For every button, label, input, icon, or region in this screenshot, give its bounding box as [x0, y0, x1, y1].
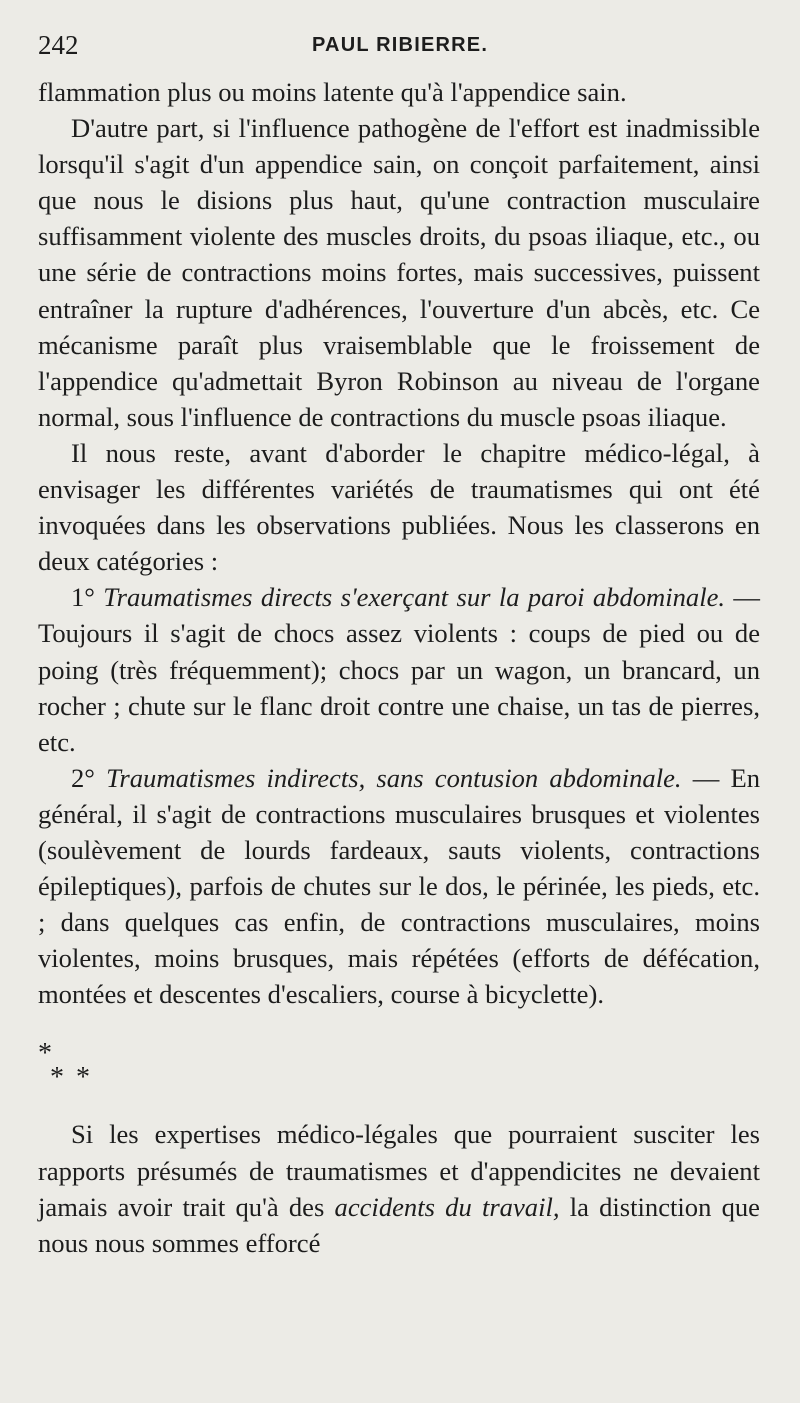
body-text — [38, 74, 760, 1261]
paragraph: Il nous reste, avant d'aborder le chapitre médico-légal, à envisager les différentes variétés de traumatismes qui ont été invoquées dans les observations publiées. Nous les classerons en deux catégories : — [38, 437, 760, 577]
running-head: PAUL RIBIERRE. — [312, 34, 489, 56]
section-separator — [38, 1038, 760, 1094]
italic-phrase: accidents du travail, — [334, 1191, 560, 1222]
asterism-top: * — [38, 1038, 52, 1070]
paragraph: D'autre part, si l'influence pathogène de l'effort est inadmissible lorsqu'il s'agit d'un appendice sain, on conçoit parfaitement, ainsi que nous le disions plus haut, qu'une contraction musculaire suffisamment violente des muscles droits, du psoas iliaque, etc., ou une série de contractions moins fortes, mais successives, puissent entraîner la rupture d'adhérences, l'ouverture d'un abcès, etc. Ce mécanisme paraît plus vraisemblable que le froissement de l'appendice qu'admettait Byron Robinson au niveau de l'organe normal, sous l'influence de contractions du muscle psoas iliaque. — [38, 113, 760, 432]
paragraph — [38, 1116, 760, 1260]
category-number: 2° — [71, 762, 95, 793]
paragraph-continued: flammation plus ou moins latente qu'à l'appendice sain. — [38, 77, 627, 107]
paragraph-end: la distinction que nous nous sommes efforcé — [38, 1191, 760, 1258]
category-text: — Toujours il s'agit de chocs assez violents : coups de pied ou de poing (très fréquemment); chocs par un wagon, un brancard, un rocher ; chute sur le flanc droit contre une chaise, un tas de pierres, etc. — [38, 582, 760, 757]
category-title: Traumatismes directs s'exerçant sur la paroi abdominale. — [103, 582, 726, 613]
category-title: Traumatismes indirects, sans contusion abdominale. — [106, 762, 682, 793]
category-text: — En général, il s'agit de contractions musculaires brusques et violentes (soulèvement de lourds fardeaux, sauts violents, contractions épileptiques), parfois de chutes sur le dos, le périnée, les pieds, etc. ; dans quelques cas enfin, de contractions musculaires, moins violentes, moins brusques, mais répétées (efforts de défécation, montées et descentes d'escaliers, course à bicyclette). — [38, 762, 760, 1010]
page-number: 242 — [38, 30, 79, 60]
asterism-bottom: ** — [50, 1062, 102, 1094]
category-number: 1° — [71, 582, 95, 613]
paragraph-start: Si les expertises médico-légales que pourraient susciter les rapports présumés de traumatismes et d'appendicites ne devaient jamais avoir trait qu'à des — [38, 1119, 760, 1222]
paragraph-category-1 — [38, 579, 760, 759]
page-header — [38, 30, 760, 66]
paragraph-category-2 — [38, 760, 760, 1013]
